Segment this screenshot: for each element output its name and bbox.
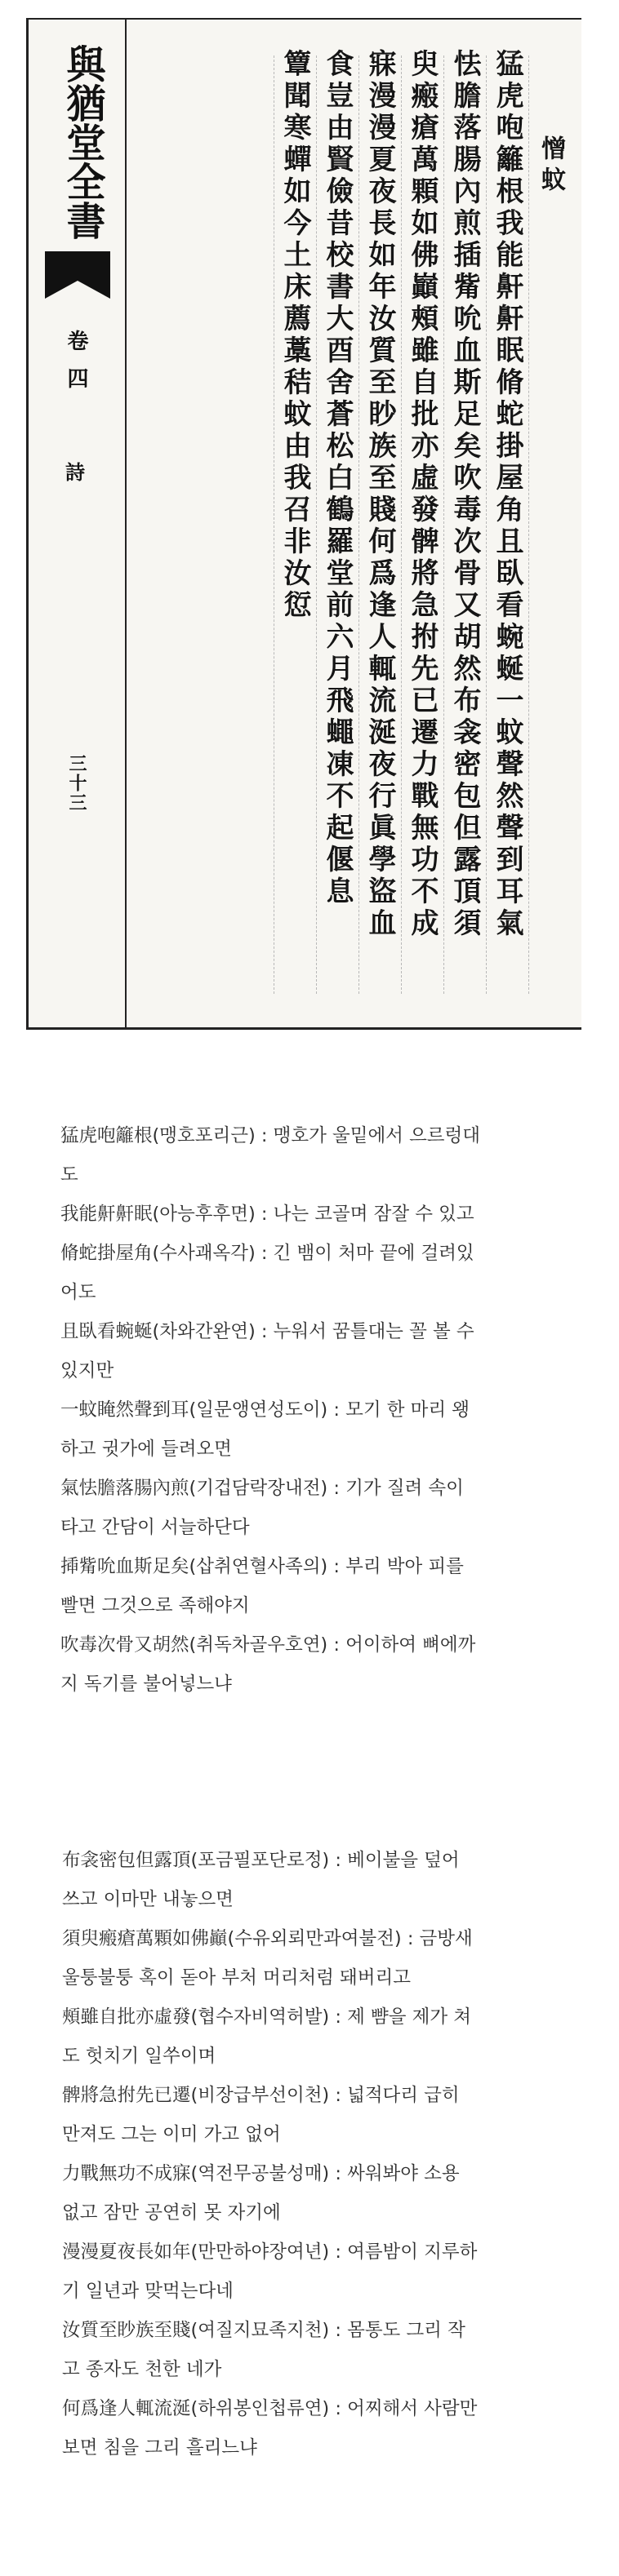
translation-line: 脩蛇掛屋角(수사괘옥각) : 긴 뱀이 처마 끝에 걸려있 xyxy=(60,1243,474,1264)
column-divider xyxy=(486,55,487,994)
translation-line: 一蚊䁆然聲到耳(일문앵연성도이) : 모기 한 마리 왱 xyxy=(60,1399,470,1421)
translation-line: 만져도 그는 이미 가고 없어 xyxy=(62,2124,281,2145)
translation-line: 기 일년과 맞먹는다네 xyxy=(62,2281,234,2302)
translation-line: 猛虎咆籬根(맹호포리근) : 맹호가 울밑에서 으르렁대 xyxy=(60,1125,481,1146)
translation-line: 汝質至眇族至賤(여질지묘족지천) : 몸통도 그리 작 xyxy=(62,2320,465,2341)
genre-label: 詩 xyxy=(65,460,85,484)
book-title: 與猶堂全書 xyxy=(60,44,105,240)
folio-number: 三十三 xyxy=(66,754,87,813)
scanned-poem-page xyxy=(26,18,581,1030)
translation-line: 어도 xyxy=(60,1282,96,1303)
translation-line: 쓰고 이마만 내놓으면 xyxy=(62,1889,234,1910)
translation-line: 보면 침을 그리 흘리느냐 xyxy=(62,2437,257,2459)
translation-line: 吹毒次骨又胡然(취독차골우호연) : 어이하여 뼈에까 xyxy=(60,1634,476,1656)
poem-column: 食豈由賢儉昔校書大酉舍蒼松白鶴羅堂前六月飛蠅凍不起偃息 xyxy=(321,49,354,908)
translation-line: 頰雖自批亦虛發(협수자비역허발) : 제 뺨을 제가 쳐 xyxy=(62,2006,471,2028)
translation-line: 하고 귓가에 들려오면 xyxy=(60,1439,232,1460)
translation-line: 지 독기를 불어넣느냐 xyxy=(60,1674,232,1695)
translation-line: 漫漫夏夜長如年(만만하야장여년) : 여름밤이 지루하 xyxy=(62,2241,478,2263)
translation-block-1 xyxy=(60,1116,567,1704)
poem-column: 寐漫漫夏夜長如年汝質至眇族至賤何爲逢人輒流涎夜行眞學盜血 xyxy=(363,49,396,940)
translation-line: 揷觜吮血斯足矣(삽취연혈사족의) : 부리 박아 피를 xyxy=(60,1556,464,1577)
poem-column: 臾瘢瘡萬顆如佛巓頰雖自批亦虛發髀將急拊先已遷力戰無功不成 xyxy=(406,49,439,940)
poem-column: 簟聞寒蟬如今土床薦藁秸蚊由我召非汝愆 xyxy=(278,49,311,622)
volume-label: 卷四 xyxy=(64,330,88,405)
translation-line: 빨면 그것으로 족해야지 xyxy=(60,1595,250,1616)
translation-line: 氣怯膽落腸內煎(기겁담락장내전) : 기가 질려 속이 xyxy=(60,1478,464,1499)
translation-line: 울퉁불퉁 혹이 돋아 부처 머리처럼 돼버리고 xyxy=(62,1967,411,1989)
translation-line: 且臥看蜿蜒(차와간완연) : 누워서 꿈틀대는 꼴 볼 수 xyxy=(60,1321,474,1342)
poem-column: 猛虎咆籬根我能鼾鼾眠脩蛇掛屋角且臥看蜿蜒一蚊聲然聲到耳氣 xyxy=(491,49,523,940)
translation-line: 須臾瘢瘡萬顆如佛巓(수유외뢰만과여불전) : 금방새 xyxy=(62,1928,473,1949)
column-divider xyxy=(528,55,529,994)
book-margin-column xyxy=(29,20,127,1027)
page-bottom-rule xyxy=(26,1027,581,1030)
translation-line: 髀將急拊先已遷(비장급부선이천) : 넓적다리 급히 xyxy=(62,2085,460,2106)
fishtail-mark xyxy=(45,251,110,299)
translation-line: 도 xyxy=(60,1164,78,1186)
translation-line: 我能鼾鼾眠(아능후후면) : 나는 코골며 잠잘 수 있고 xyxy=(60,1204,474,1225)
translation-line: 何爲逢人輒流涎(하위봉인첩류연) : 어찌해서 사람만 xyxy=(62,2398,478,2419)
column-divider xyxy=(401,55,402,994)
translation-line: 없고 잠만 공연히 못 자기에 xyxy=(62,2202,281,2224)
translation-line: 고 종자도 천한 네가 xyxy=(62,2359,222,2380)
column-divider xyxy=(443,55,444,994)
translation-block-2 xyxy=(62,1841,568,2467)
translation-line: 力戰無功不成寐(역전무공불성매) : 싸워봐야 소용 xyxy=(62,2163,460,2184)
translation-line: 도 헛치기 일쑤이며 xyxy=(62,2046,216,2067)
column-divider xyxy=(358,55,359,994)
translation-line: 타고 간담이 서늘하단다 xyxy=(60,1517,250,1538)
poem-column: 怯膽落腸內煎插觜吮血斯足矣吹毒次骨又胡然布衾密包但露頂須 xyxy=(448,49,481,940)
translation-line: 布衾密包但露頂(포금필포단로정) : 베이불을 덮어 xyxy=(62,1850,460,1871)
poem-title: 憎蚊 xyxy=(537,135,565,197)
column-divider xyxy=(316,55,317,994)
translation-line: 있지만 xyxy=(60,1360,114,1381)
poem-text-columns xyxy=(128,33,572,1005)
